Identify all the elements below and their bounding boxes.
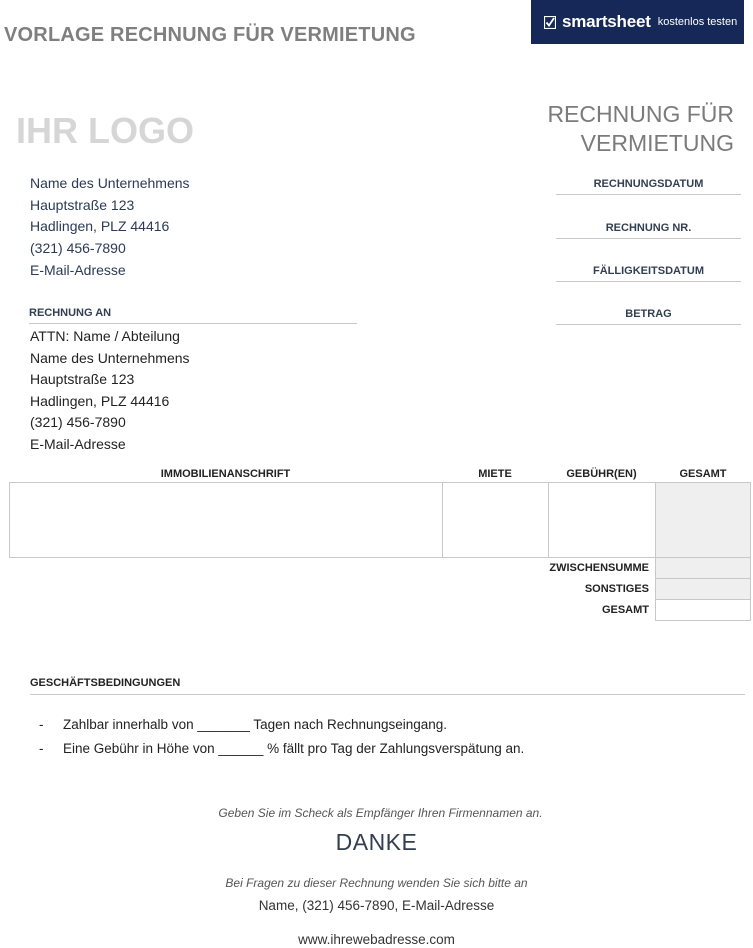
subtotal-cell[interactable] [655, 557, 751, 579]
due-date-label[interactable]: FÄLLIGKEITSDATUM [556, 265, 741, 282]
check-note: Geben Sie im Scheck als Empfänger Ihren Firmennamen an. [218, 806, 543, 820]
rent-cell[interactable] [442, 482, 549, 558]
total-cell[interactable] [655, 482, 751, 558]
terms-item [39, 717, 739, 735]
header-rent: MIETE [478, 468, 512, 480]
terms-bullet: - [39, 717, 44, 732]
invoice-date-label[interactable]: RECHNUNGSDATUM [556, 178, 741, 195]
bill-to-phone: (321) 456-7890 [30, 414, 126, 431]
footer-contact: Name, (321) 456-7890, E-Mail-Adresse [258, 898, 495, 913]
terms-item [39, 741, 739, 759]
questions-note: Bei Fragen zu dieser Rechnung wenden Sie sich bitte an [225, 876, 528, 890]
sender-company: Name des Unternehmens [30, 175, 190, 191]
sender-phone: (321) 456-7890 [30, 240, 126, 257]
header-property-address: IMMOBILIENANSCHRIFT [160, 468, 291, 480]
bill-to-address[interactable] [30, 326, 190, 456]
sender-address [30, 173, 190, 282]
bill-to-street: Hauptstraße 123 [30, 371, 135, 388]
invoice-title-line1: RECHNUNG FÜR [547, 101, 734, 127]
terms-bullet: - [39, 741, 44, 756]
header-fees: GEBÜHR(EN) [566, 468, 637, 480]
other-cell[interactable] [655, 578, 751, 600]
smartsheet-banner[interactable] [531, 0, 744, 44]
banner-cta[interactable]: kostenlos testen [657, 16, 738, 28]
sender-email: E-Mail-Adresse [30, 261, 126, 278]
invoice-number-label[interactable]: RECHNUNG NR. [556, 222, 741, 239]
terms-label: GESCHÄFTSBEDINGUNGEN [30, 677, 745, 695]
terms-text: Zahlbar innerhalb von _______ Tagen nach Rechnungseingang. [63, 717, 448, 732]
fees-cell[interactable] [548, 482, 656, 558]
other-label: SONSTIGES [584, 583, 649, 595]
sender-city: Hadlingen, PLZ 44416 [30, 218, 170, 235]
sender-street: Hauptstraße 123 [30, 196, 135, 213]
banner-brand: smartsheet [562, 12, 651, 31]
bill-to-city: Hadlingen, PLZ 44416 [30, 392, 170, 409]
logo-placeholder: IHR LOGO [16, 110, 194, 151]
terms-text: Eine Gebühr in Höhe von ______ % fällt pro Tag der Zahlungsverspätung an. [63, 741, 525, 756]
bill-to-email: E-Mail-Adresse [30, 435, 126, 452]
property-address-cell[interactable] [9, 482, 443, 558]
invoice-title [500, 100, 734, 158]
amount-label[interactable]: BETRAG [556, 308, 741, 325]
bill-to-attn: ATTN: Name / Abteilung [30, 328, 180, 344]
grand-total-cell[interactable] [655, 599, 751, 621]
bill-to-label: RECHNUNG AN [29, 307, 357, 324]
bill-to-company: Name des Unternehmens [30, 349, 190, 366]
header-total: GESAMT [679, 468, 727, 480]
invoice-title-line2: VERMIETUNG [580, 130, 734, 156]
smartsheet-check-icon [544, 16, 556, 29]
thanks-text: DANKE [335, 829, 418, 855]
footer-website[interactable]: www.ihrewebadresse.com [298, 932, 455, 947]
page-title: VORLAGE RECHNUNG FÜR VERMIETUNG [4, 24, 416, 46]
subtotal-label: ZWISCHENSUMME [549, 562, 649, 574]
grand-total-label: GESAMT [601, 604, 649, 616]
